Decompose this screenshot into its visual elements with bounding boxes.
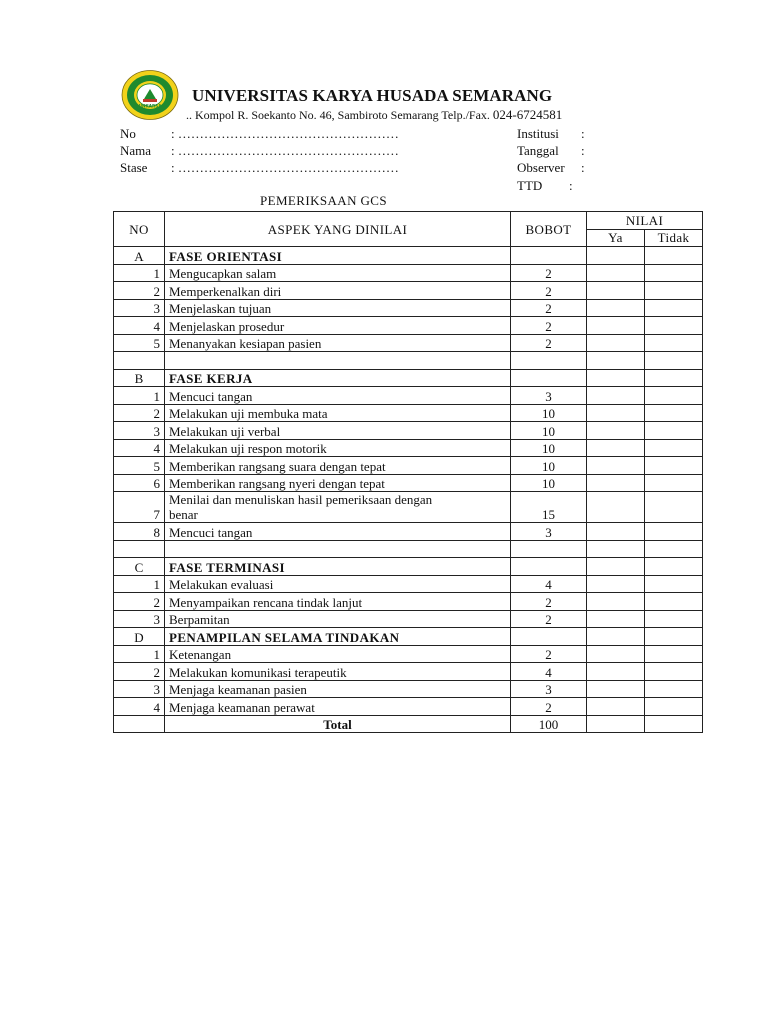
row-number: 2 bbox=[114, 404, 165, 422]
row-bobot bbox=[511, 247, 587, 265]
header-aspek: ASPEK YANG DINILAI bbox=[165, 212, 511, 247]
row-bobot: 2 bbox=[511, 698, 587, 716]
row-number: D bbox=[114, 628, 165, 646]
ya-cell[interactable] bbox=[587, 264, 645, 282]
table-row bbox=[114, 404, 703, 422]
row-number: 4 bbox=[114, 439, 165, 457]
ya-cell[interactable] bbox=[587, 387, 645, 405]
row-aspect: Melakukan komunikasi terapeutik bbox=[165, 663, 511, 681]
row-aspect bbox=[165, 492, 511, 523]
section-row bbox=[114, 558, 703, 576]
table-row bbox=[114, 523, 703, 541]
row-aspect: Memperkenalkan diri bbox=[165, 282, 511, 300]
row-aspect: Menanyakan kesiapan pasien bbox=[165, 334, 511, 352]
tidak-cell[interactable] bbox=[645, 317, 703, 335]
table-row bbox=[114, 299, 703, 317]
row-bobot bbox=[511, 558, 587, 576]
row-bobot: 10 bbox=[511, 474, 587, 492]
row-number: 5 bbox=[114, 457, 165, 475]
info-tanggal bbox=[517, 143, 585, 159]
row-number: 7 bbox=[114, 492, 165, 523]
row-number: 3 bbox=[114, 680, 165, 698]
ya-cell bbox=[587, 540, 645, 558]
tidak-cell[interactable] bbox=[645, 593, 703, 611]
row-aspect-line: Menilai dan menuliskan hasil pemeriksaan dengan bbox=[169, 492, 433, 507]
row-bobot: 2 bbox=[511, 299, 587, 317]
ya-cell[interactable] bbox=[587, 457, 645, 475]
row-number: 4 bbox=[114, 317, 165, 335]
university-name: UNIVERSITAS KARYA HUSADA SEMARANG bbox=[192, 86, 553, 105]
info-dotline: : …………………………………………… bbox=[171, 143, 399, 158]
row-bobot: 2 bbox=[511, 593, 587, 611]
tidak-cell[interactable] bbox=[645, 334, 703, 352]
tidak-cell[interactable] bbox=[645, 299, 703, 317]
info-dotline: : …………………………………………… bbox=[171, 126, 399, 141]
row-number: 8 bbox=[114, 523, 165, 541]
form-title: PEMERIKSAAN GCS bbox=[260, 193, 387, 208]
tidak-cell[interactable] bbox=[645, 575, 703, 593]
university-logo bbox=[121, 69, 179, 121]
tidak-cell[interactable] bbox=[645, 523, 703, 541]
tidak-cell[interactable] bbox=[645, 715, 703, 733]
info-institusi bbox=[517, 126, 585, 142]
university-address bbox=[186, 107, 562, 123]
total-row bbox=[114, 715, 703, 733]
tidak-cell[interactable] bbox=[645, 457, 703, 475]
total-value: 100 bbox=[511, 715, 587, 733]
row-number: 1 bbox=[114, 645, 165, 663]
row-number: 3 bbox=[114, 299, 165, 317]
row-bobot: 10 bbox=[511, 457, 587, 475]
tidak-cell[interactable] bbox=[645, 698, 703, 716]
table-header-row bbox=[114, 212, 703, 230]
row-aspect: Memberikan rangsang suara dengan tepat bbox=[165, 457, 511, 475]
table-row bbox=[114, 387, 703, 405]
header-bobot: BOBOT bbox=[511, 212, 587, 247]
logo-wordmark: UNKARSA bbox=[138, 103, 162, 109]
row-number bbox=[114, 540, 165, 558]
row-bobot: 2 bbox=[511, 264, 587, 282]
ya-cell bbox=[587, 628, 645, 646]
row-number: 2 bbox=[114, 282, 165, 300]
ya-cell bbox=[587, 369, 645, 387]
tidak-cell[interactable] bbox=[645, 680, 703, 698]
row-bobot: 4 bbox=[511, 575, 587, 593]
tidak-cell[interactable] bbox=[645, 387, 703, 405]
info-observer bbox=[517, 160, 585, 176]
info-label: Stase bbox=[120, 160, 148, 175]
ya-cell[interactable] bbox=[587, 422, 645, 440]
row-number: 3 bbox=[114, 422, 165, 440]
ya-cell[interactable] bbox=[587, 334, 645, 352]
row-aspect: Mencuci tangan bbox=[165, 387, 511, 405]
table-body bbox=[114, 247, 703, 716]
table-row bbox=[114, 593, 703, 611]
section-title: FASE TERMINASI bbox=[165, 558, 511, 576]
ya-cell[interactable] bbox=[587, 523, 645, 541]
row-number: C bbox=[114, 558, 165, 576]
row-aspect: Melakukan evaluasi bbox=[165, 575, 511, 593]
info-label: Observer bbox=[517, 160, 565, 175]
row-aspect: Mencuci tangan bbox=[165, 523, 511, 541]
row-number: A bbox=[114, 247, 165, 265]
row-aspect: Melakukan uji verbal bbox=[165, 422, 511, 440]
header-nilai: NILAI bbox=[587, 212, 703, 230]
row-number: 6 bbox=[114, 474, 165, 492]
ya-cell bbox=[587, 558, 645, 576]
table-row bbox=[114, 680, 703, 698]
row-aspect: Menjaga keamanan perawat bbox=[165, 698, 511, 716]
tidak-cell bbox=[645, 352, 703, 370]
ya-cell[interactable] bbox=[587, 645, 645, 663]
info-colon: : bbox=[581, 143, 585, 158]
tidak-cell[interactable] bbox=[645, 645, 703, 663]
table-row bbox=[114, 663, 703, 681]
row-bobot bbox=[511, 540, 587, 558]
row-bobot bbox=[511, 352, 587, 370]
tidak-cell bbox=[645, 540, 703, 558]
row-aspect bbox=[165, 540, 511, 558]
tidak-cell[interactable] bbox=[645, 282, 703, 300]
info-nama bbox=[120, 143, 399, 159]
header-tidak: Tidak bbox=[645, 229, 703, 247]
tidak-cell[interactable] bbox=[645, 610, 703, 628]
row-aspect: Menjaga keamanan pasien bbox=[165, 680, 511, 698]
ya-cell[interactable] bbox=[587, 610, 645, 628]
row-aspect: Berpamitan bbox=[165, 610, 511, 628]
info-label: Tanggal bbox=[517, 143, 559, 158]
info-label: TTD bbox=[517, 178, 543, 193]
tidak-cell bbox=[645, 247, 703, 265]
ya-cell[interactable] bbox=[587, 299, 645, 317]
row-aspect: Memberikan rangsang nyeri dengan tepat bbox=[165, 474, 511, 492]
phone-number: 024-6724581 bbox=[492, 107, 563, 122]
table-row bbox=[114, 317, 703, 335]
row-bobot: 3 bbox=[511, 387, 587, 405]
row-aspect: Ketenangan bbox=[165, 645, 511, 663]
info-colon: : bbox=[581, 126, 585, 141]
row-bobot: 3 bbox=[511, 523, 587, 541]
info-no bbox=[120, 126, 399, 142]
row-aspect: Mengucapkan salam bbox=[165, 264, 511, 282]
table-row bbox=[114, 610, 703, 628]
row-bobot: 10 bbox=[511, 439, 587, 457]
section-row bbox=[114, 247, 703, 265]
info-dotline: : …………………………………………… bbox=[171, 160, 399, 175]
table-row bbox=[114, 698, 703, 716]
info-label: Institusi bbox=[517, 126, 559, 141]
tidak-cell[interactable] bbox=[645, 422, 703, 440]
row-bobot: 3 bbox=[511, 680, 587, 698]
ya-cell[interactable] bbox=[587, 282, 645, 300]
header-ya: Ya bbox=[587, 229, 645, 247]
info-colon: : bbox=[569, 178, 573, 193]
row-number: 3 bbox=[114, 610, 165, 628]
row-bobot: 2 bbox=[511, 645, 587, 663]
row-aspect: Menjelaskan tujuan bbox=[165, 299, 511, 317]
ya-cell[interactable] bbox=[587, 474, 645, 492]
ya-cell[interactable] bbox=[587, 680, 645, 698]
row-number: 1 bbox=[114, 387, 165, 405]
row-bobot: 10 bbox=[511, 422, 587, 440]
row-bobot: 2 bbox=[511, 610, 587, 628]
table-row bbox=[114, 282, 703, 300]
ya-cell[interactable] bbox=[587, 317, 645, 335]
table-row bbox=[114, 457, 703, 475]
table-row bbox=[114, 474, 703, 492]
row-number: 1 bbox=[114, 575, 165, 593]
ya-cell[interactable] bbox=[587, 439, 645, 457]
ya-cell[interactable] bbox=[587, 404, 645, 422]
tidak-cell bbox=[645, 628, 703, 646]
tidak-cell[interactable] bbox=[645, 474, 703, 492]
section-title: FASE KERJA bbox=[165, 369, 511, 387]
row-bobot: 2 bbox=[511, 334, 587, 352]
tidak-cell[interactable] bbox=[645, 663, 703, 681]
table-row bbox=[114, 575, 703, 593]
row-bobot: 2 bbox=[511, 317, 587, 335]
row-aspect bbox=[165, 352, 511, 370]
header-no: NO bbox=[114, 212, 165, 247]
row-aspect: Menjelaskan prosedur bbox=[165, 317, 511, 335]
address-text: .. Kompol R. Soekanto No. 46, Sambiroto Semarang Telp./Fax. bbox=[186, 108, 490, 122]
section-title: PENAMPILAN SELAMA TINDAKAN bbox=[165, 628, 511, 646]
table-row bbox=[114, 264, 703, 282]
info-ttd bbox=[517, 178, 573, 194]
total-label: Total bbox=[165, 715, 511, 733]
ya-cell[interactable] bbox=[587, 593, 645, 611]
ya-cell bbox=[587, 352, 645, 370]
table-row bbox=[114, 439, 703, 457]
blank-row bbox=[114, 352, 703, 370]
row-bobot bbox=[511, 628, 587, 646]
ya-cell[interactable] bbox=[587, 575, 645, 593]
row-aspect-line: benar bbox=[169, 507, 198, 522]
row-number: 5 bbox=[114, 334, 165, 352]
row-aspect: Menyampaikan rencana tindak lanjut bbox=[165, 593, 511, 611]
row-bobot bbox=[511, 369, 587, 387]
row-bobot: 15 bbox=[511, 492, 587, 523]
info-label: Nama bbox=[120, 143, 152, 158]
table-row bbox=[114, 492, 703, 523]
section-title: FASE ORIENTASI bbox=[165, 247, 511, 265]
tidak-cell[interactable] bbox=[645, 404, 703, 422]
info-stase bbox=[120, 160, 399, 176]
table-row bbox=[114, 334, 703, 352]
blank-row bbox=[114, 540, 703, 558]
ya-cell[interactable] bbox=[587, 715, 645, 733]
row-number: 2 bbox=[114, 593, 165, 611]
ya-cell[interactable] bbox=[587, 663, 645, 681]
total-no-cell bbox=[114, 715, 165, 733]
tidak-cell bbox=[645, 558, 703, 576]
row-bobot: 4 bbox=[511, 663, 587, 681]
ya-cell[interactable] bbox=[587, 492, 645, 523]
row-aspect: Melakukan uji membuka mata bbox=[165, 404, 511, 422]
section-row bbox=[114, 369, 703, 387]
info-colon: : bbox=[581, 160, 585, 175]
row-number: 1 bbox=[114, 264, 165, 282]
ya-cell bbox=[587, 247, 645, 265]
row-number: 4 bbox=[114, 698, 165, 716]
row-aspect: Melakukan uji respon motorik bbox=[165, 439, 511, 457]
section-row bbox=[114, 628, 703, 646]
row-bobot: 10 bbox=[511, 404, 587, 422]
tidak-cell[interactable] bbox=[645, 439, 703, 457]
row-number bbox=[114, 352, 165, 370]
row-bobot: 2 bbox=[511, 282, 587, 300]
ya-cell[interactable] bbox=[587, 698, 645, 716]
table-row bbox=[114, 422, 703, 440]
assessment-table bbox=[113, 211, 703, 733]
info-label: No bbox=[120, 126, 136, 141]
row-number: B bbox=[114, 369, 165, 387]
table-row bbox=[114, 645, 703, 663]
row-number: 2 bbox=[114, 663, 165, 681]
tidak-cell bbox=[645, 369, 703, 387]
tidak-cell[interactable] bbox=[645, 492, 703, 523]
tidak-cell[interactable] bbox=[645, 264, 703, 282]
